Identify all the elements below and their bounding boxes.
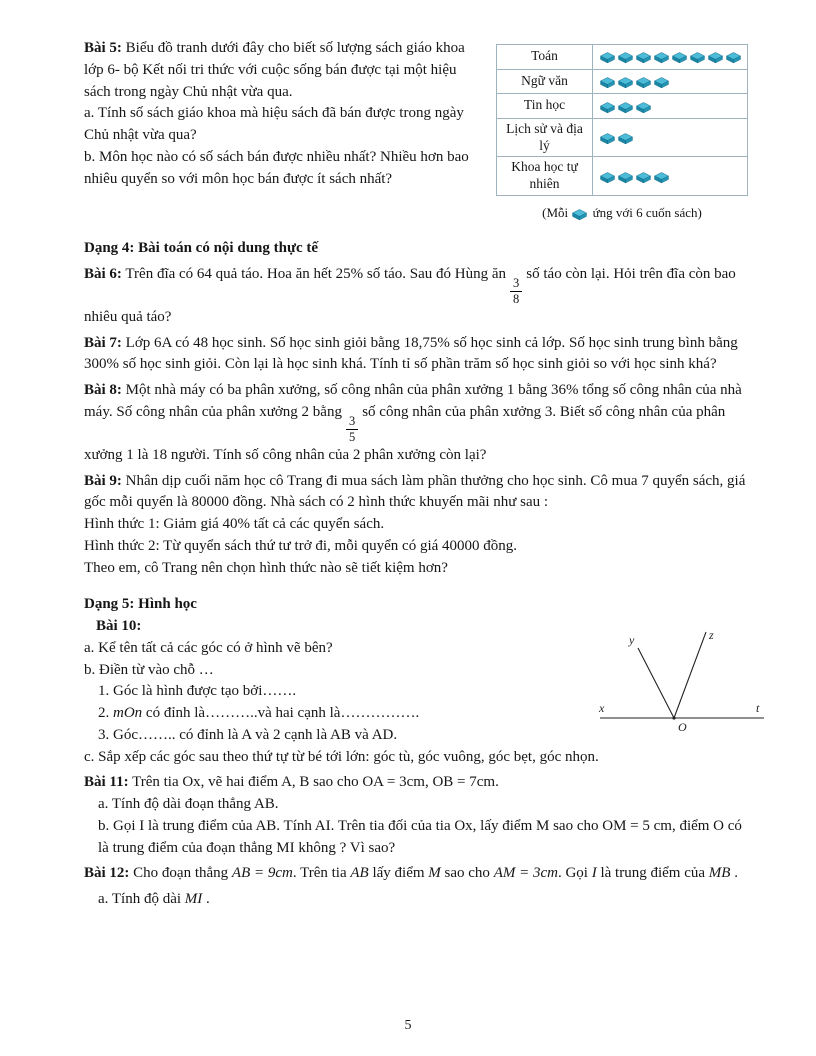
table-row <box>497 94 748 119</box>
exercise-11-line-a: a. Tính độ dài đoạn thẳng AB. <box>98 796 279 813</box>
exercise-9-option-2: Hình thức 2: Từ quyển sách thứ tư trở đi, mỗi quyển có giá 40000 đồng. <box>84 537 518 554</box>
ray-Oz <box>674 632 706 718</box>
book-icon <box>617 132 634 145</box>
book-icon <box>635 101 652 114</box>
exercise-10-item-1: 1. Góc là hình được tạo bởi……. <box>98 683 297 700</box>
section-heading-dang4: Dạng 4: Bài toán có nội dung thực tế <box>84 240 319 257</box>
ray-Oy <box>638 648 674 718</box>
exercise-12-line-a: a. Tính độ dài MI . <box>98 891 210 908</box>
label-t: t <box>756 701 760 715</box>
exercise-10-item-2: 2. mOn có đỉnh là………..và hai cạnh là……………. <box>98 705 420 722</box>
angles-figure <box>596 628 770 748</box>
book-icon <box>617 51 634 64</box>
exercise-10-line-c: c. Sắp xếp các góc sau theo thứ tự từ bé tới lớn: góc tù, góc vuông, góc bẹt, góc nhọn. <box>84 748 599 765</box>
exercise-9-question: Theo em, cô Trang nên chọn hình thức nào sẽ tiết kiệm hơn? <box>84 559 448 576</box>
page-number: 5 <box>404 1017 412 1033</box>
label-z: z <box>709 628 714 642</box>
book-icon <box>653 171 670 184</box>
label-x: x <box>599 701 605 715</box>
pictogram-table <box>496 44 748 196</box>
book-icon <box>599 51 616 64</box>
book-icon <box>617 76 634 89</box>
subject-label: Tin học <box>497 94 593 119</box>
label-O: O <box>678 720 687 734</box>
exercise-5-question-a: a. Tính số sách giáo khoa mà hiệu sách đã bán được trong ngày Chủ nhật vừa qua? <box>84 105 464 143</box>
exercise-9-option-1: Hình thức 1: Giảm giá 40% tất cả các quyển sách. <box>84 516 385 533</box>
fraction: $\frac{3}{8}$ <box>510 276 522 307</box>
subject-label: Toán <box>497 45 593 70</box>
exercise-9-label: Bài 9: <box>84 472 122 489</box>
book-icon <box>617 101 634 114</box>
book-icons-cell <box>593 69 748 94</box>
vertex-O-dot <box>672 716 675 719</box>
angle-name-mOn: mOn <box>113 705 143 722</box>
book-icon <box>635 51 652 64</box>
exercise-11-label: Bài 11: <box>84 774 129 791</box>
book-icon <box>599 101 616 114</box>
subject-label: Lịch sử và địa lý <box>497 118 593 157</box>
pictogram-caption: (Mỗi ứng với 6 cuốn sách) <box>542 205 702 221</box>
book-icon <box>599 171 616 184</box>
book-icon <box>635 76 652 89</box>
table-row <box>497 69 748 94</box>
exercise-10-line-a: a. Kể tên tất cả các góc có ở hình vẽ bên? <box>84 639 333 656</box>
exercise-5-label: Bài 5: <box>84 40 122 56</box>
exercise-6: Bài 6: Trên đĩa có 64 quả táo. Hoa ăn hết 25% số táo. Sau đó Hùng ăn $\frac{3}{8}$ số táo còn lại. Hỏi trên đĩa còn bao nhiêu quả táo? <box>84 265 736 325</box>
subject-label: Khoa học tự nhiên <box>497 157 593 196</box>
book-icon <box>671 51 688 64</box>
book-icon <box>599 132 616 145</box>
table-row <box>497 157 748 196</box>
exercise-10-line-b: b. Điền từ vào chỗ … <box>84 661 214 678</box>
book-icon <box>571 208 588 221</box>
exercise-10-item-3: 3. Góc…….. có đỉnh là A và 2 cạnh là AB và AD. <box>98 726 398 743</box>
book-icons-cell <box>593 45 748 70</box>
book-icon <box>725 51 742 64</box>
exercise-5-text <box>84 38 482 190</box>
table-row <box>497 118 748 157</box>
book-icons-cell <box>593 94 748 119</box>
book-icon <box>653 51 670 64</box>
exercise-12: Bài 12: Cho đoạn thẳng AB = 9cm. Trên tia AB lấy điểm M sao cho AM = 3cm. Gọi I là trung điểm của MB . a. Tính độ dài MI . <box>84 863 750 911</box>
exercise-7-label: Bài 7: <box>84 334 122 351</box>
exercise-10-label: Bài 10: <box>96 618 142 635</box>
book-icon <box>635 171 652 184</box>
section-heading-dang5: Dạng 5: Hình học <box>84 596 197 613</box>
book-icon <box>653 76 670 89</box>
book-icon <box>617 171 634 184</box>
book-icon <box>599 76 616 89</box>
exercise-8-label: Bài 8: <box>84 382 122 399</box>
exercise-5-section <box>84 38 750 223</box>
book-icon <box>707 51 724 64</box>
pictogram-chart <box>496 38 748 223</box>
subject-label: Ngữ văn <box>497 69 593 94</box>
fraction: $\frac{3}{5}$ <box>346 414 358 445</box>
exercise-7: Bài 7: Lớp 6A có 48 học sinh. Số học sinh giỏi bằng 18,75% số học sinh cả lớp. Số học sinh trung bình bằng 300% số học sinh giỏi. Còn lại là học sinh khá. Tính tỉ số phần trăm số học sinh giỏi so với học sinh khá? <box>84 334 738 373</box>
label-y: y <box>629 633 635 647</box>
exercise-8: Bài 8: Một nhà máy có ba phân xưởng, số công nhân của phân xưởng 1 bằng 36% tổng số công nhân của nhà máy. Số công nhân của phân xưởng 2 bằng $\frac{3}{5}$ số công nhân của phân xưởng 3. Biết số công nhân của phân xưởng 1 là 18 người. Tính số công nhân của 2 phân xưởng còn lại? <box>84 382 742 463</box>
table-row <box>497 45 748 70</box>
exercise-11: Bài 11: Trên tia Ox, vẽ hai điểm A, B sao cho OA = 3cm, OB = 7cm. a. Tính độ dài đoạn thẳng AB. b. Gọi I là trung điểm của AB. Tính AI. Trên tia đối của tia Ox, lấy điểm M sao cho OM = 5 cm, điểm O có là trung điểm của đoạn thẳng MI không ? Vì sao? <box>84 772 750 859</box>
book-icons-cell <box>593 118 748 157</box>
exercise-9: Bài 9: Nhân dịp cuối năm học cô Trang đi mua sách làm phần thưởng cho học sinh. Cô mua 7 quyển sách, giá gốc mỗi quyển là 80000 đồng. Nhà sách có 2 hình thức khuyến mãi như sau : Hình thức 1: Giảm giá 40% tất cả các quyển sách. Hình thức 2: Từ quyển sách thứ tư trở đi, mỗi quyển có giá 40000 đồng. Theo em, cô Trang nên chọn hình thức nào sẽ tiết kiệm hơn? <box>84 471 750 580</box>
book-icon <box>689 51 706 64</box>
exercise-11-line-b: b. Gọi I là trung điểm của AB. Tính AI. Trên tia đối của tia Ox, lấy điểm M sao cho OM = 5 cm, điểm O có là trung điểm của đoạn thẳng MI không ? Vì sao? <box>98 817 742 856</box>
caption-book-icon-slot <box>571 205 589 220</box>
exercise-5-question-b: b. Môn học nào có số sách bán được nhiều nhất? Nhiều hơn bao nhiêu quyển so với môn học bán được ít sách nhất? <box>84 148 469 187</box>
book-icons-cell <box>593 157 748 196</box>
exercise-12-label: Bài 12: <box>84 865 130 882</box>
exercise-6-label: Bài 6: <box>84 265 122 282</box>
exercise-5-intro: Bài 5: Biểu đồ tranh dưới đây cho biết số lượng sách giáo khoa lớp 6- bộ Kết nối tri thức với cuộc sống bán được tại một hiệu sách trong ngày Chủ nhật vừa qua. <box>84 40 465 100</box>
